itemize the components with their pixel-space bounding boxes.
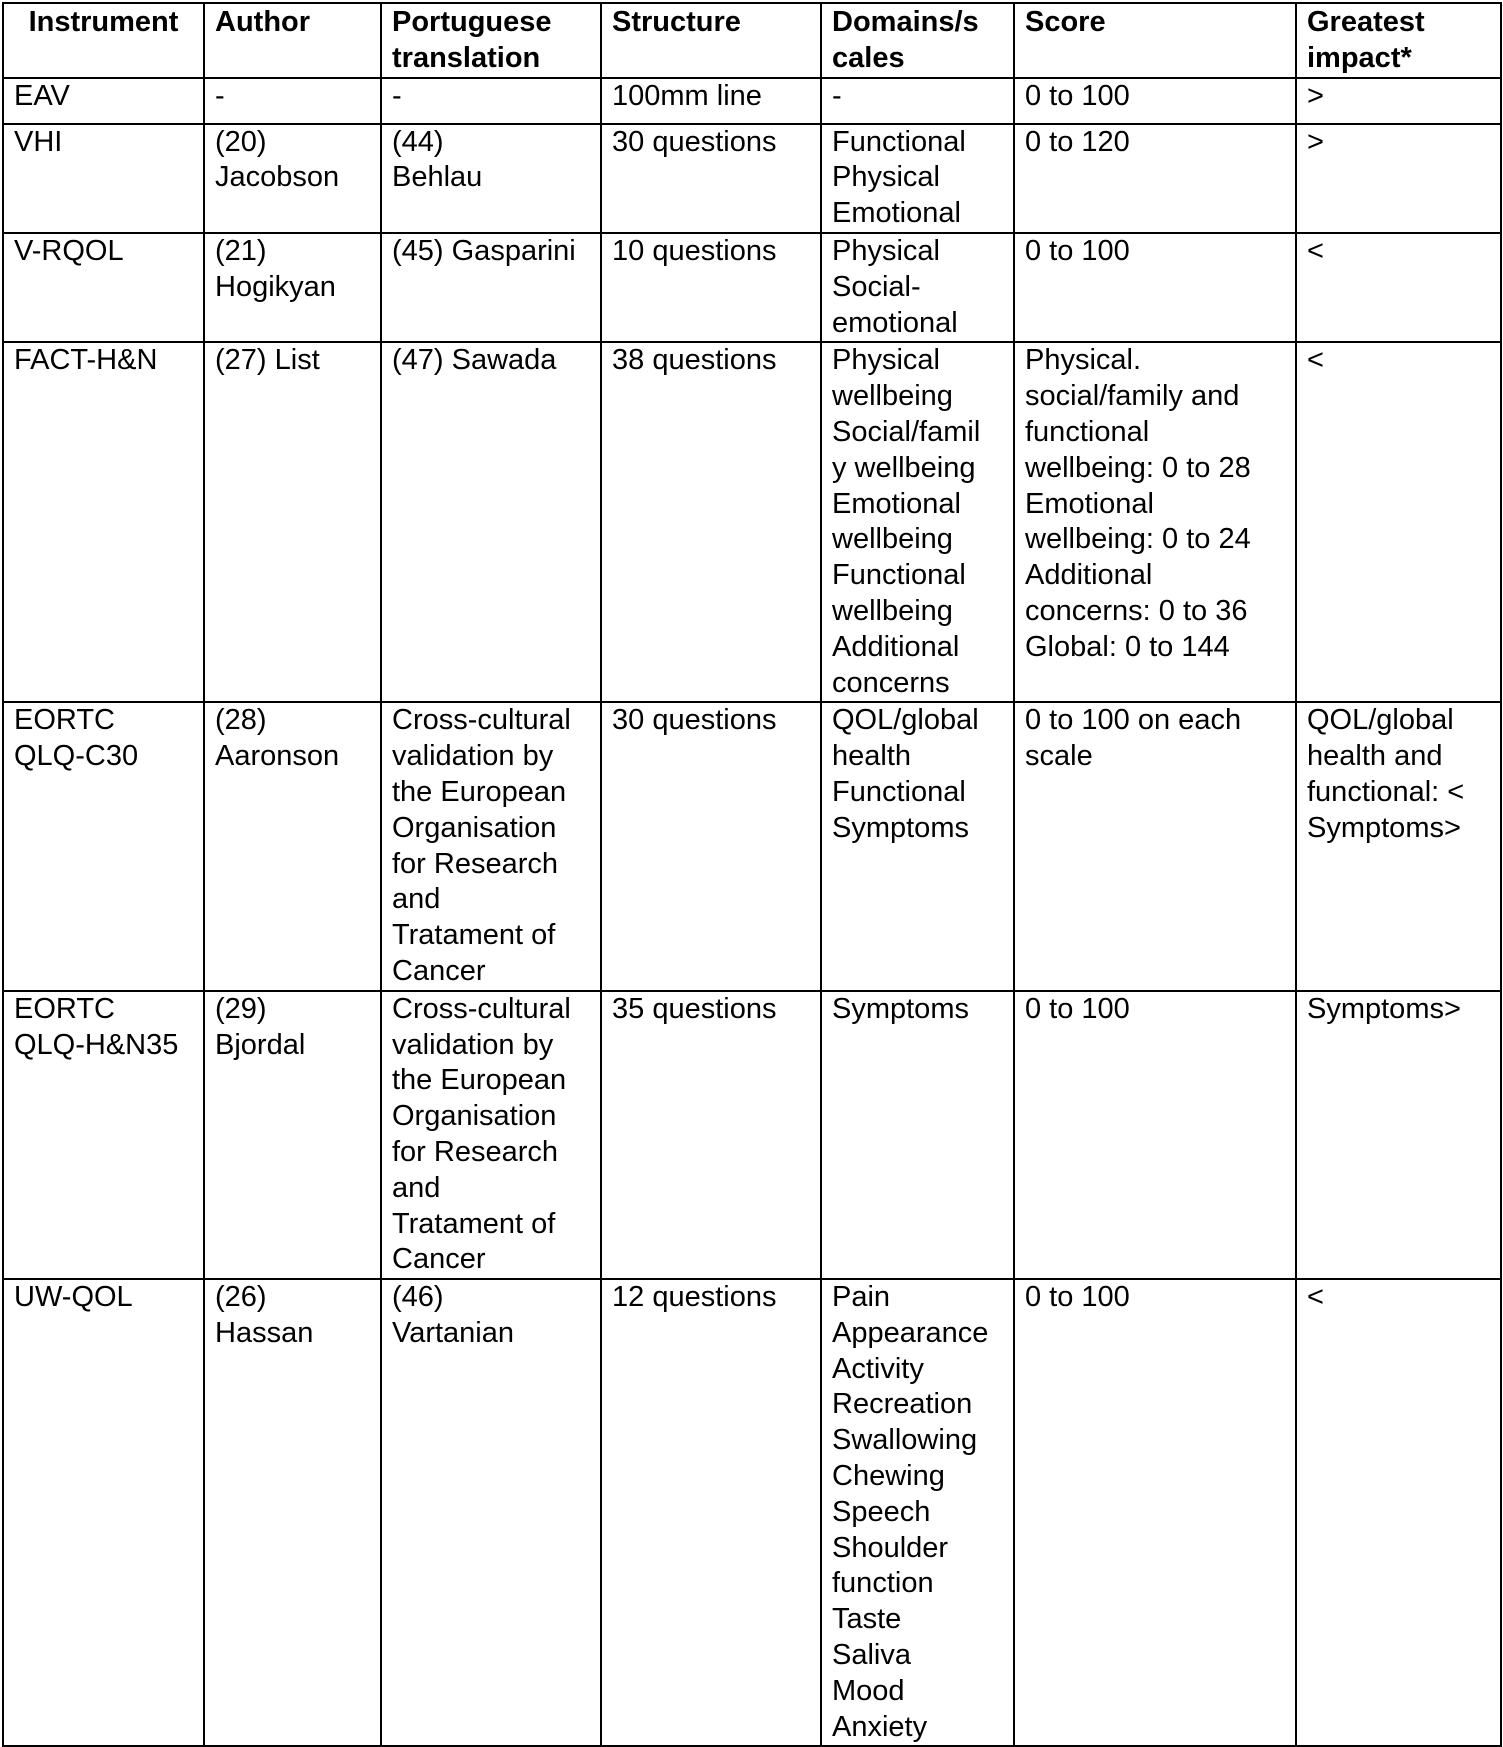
cell-structure xyxy=(601,78,821,124)
cell-line: EAV xyxy=(14,79,70,112)
cell-line: FACT-H&N xyxy=(14,344,158,377)
cell-line: Shoulder xyxy=(832,1531,949,1564)
cell-author xyxy=(204,342,381,702)
cell-line: (46) xyxy=(392,1281,444,1314)
cell-domains xyxy=(821,702,1014,990)
cell-line: 0 to 100 xyxy=(1025,992,1130,1025)
cell-line: Tratament of xyxy=(392,1207,556,1240)
cell-line: scale xyxy=(1025,740,1093,773)
cell-line: 30 questions xyxy=(612,704,777,737)
cell-line: (28) xyxy=(215,704,267,737)
cell-line: 30 questions xyxy=(612,125,777,158)
cell-line: Symptoms> xyxy=(1307,811,1461,844)
cell-line: Emotional xyxy=(1025,487,1154,520)
cell-line: y wellbeing xyxy=(832,451,976,484)
cell-line: concerns xyxy=(832,666,950,699)
cell-line: validation by xyxy=(392,740,554,773)
cell-line: EORTC xyxy=(14,992,115,1025)
cell-line: social/family and xyxy=(1025,380,1240,413)
cell-line: Cross-cultural xyxy=(392,704,571,737)
cell-line: Author xyxy=(215,6,311,38)
cell-line: health and xyxy=(1307,740,1443,773)
cell-domains xyxy=(821,233,1014,342)
cell-line: 0 to 100 xyxy=(1025,1281,1130,1314)
cell-line: cales xyxy=(832,41,905,74)
cell-line: Tratament of xyxy=(392,919,556,952)
cell-line: Functional xyxy=(832,775,966,808)
cell-score xyxy=(1014,342,1296,702)
cell-line: Jacobson xyxy=(215,161,340,194)
cell-impact xyxy=(1296,1279,1501,1746)
header-row xyxy=(3,3,1501,78)
cell-translation xyxy=(381,1279,601,1746)
cell-score xyxy=(1014,233,1296,342)
cell-line: (29) xyxy=(215,992,267,1025)
cell-impact xyxy=(1296,233,1501,342)
cell-line: Anxiety xyxy=(832,1710,928,1743)
cell-line: > xyxy=(1307,79,1324,112)
header-domains-scales xyxy=(821,3,1014,78)
cell-line: Structure xyxy=(612,6,741,38)
cell-line: function xyxy=(832,1567,934,1600)
cell-author xyxy=(204,991,381,1279)
cell-translation xyxy=(381,233,601,342)
cell-line: Greatest xyxy=(1307,6,1425,38)
cell-line: Global: 0 to 144 xyxy=(1025,630,1230,663)
cell-line: Physical xyxy=(832,344,940,377)
cell-translation xyxy=(381,342,601,702)
cell-author xyxy=(204,233,381,342)
cell-line: Appearance xyxy=(832,1316,989,1349)
cell-line: Domains/s xyxy=(832,6,979,38)
header-author xyxy=(204,3,381,78)
cell-line: 0 to 100 xyxy=(1025,79,1130,112)
cell-line: Vartanian xyxy=(392,1316,514,1349)
cell-line: and xyxy=(392,1171,441,1204)
cell-line: the European xyxy=(392,1064,567,1097)
header-structure xyxy=(601,3,821,78)
cell-line: EORTC xyxy=(14,704,115,737)
cell-impact xyxy=(1296,124,1501,233)
cell-line: 12 questions xyxy=(612,1281,777,1314)
cell-line: Score xyxy=(1025,6,1106,38)
table-row xyxy=(3,124,1501,233)
table-row xyxy=(3,342,1501,702)
cell-instrument xyxy=(3,78,204,124)
header-instrument xyxy=(3,3,204,78)
cell-line: Emotional xyxy=(832,487,961,520)
cell-line: QOL/global xyxy=(1307,704,1454,737)
cell-line: the European xyxy=(392,775,567,808)
cell-line: Hogikyan xyxy=(215,270,336,303)
cell-line: Mood xyxy=(832,1674,905,1707)
cell-line: QOL/global xyxy=(832,704,979,737)
cell-domains xyxy=(821,78,1014,124)
cell-instrument xyxy=(3,1279,204,1746)
cell-author xyxy=(204,124,381,233)
cell-impact xyxy=(1296,702,1501,990)
cell-author xyxy=(204,702,381,990)
cell-line: and xyxy=(392,883,441,916)
cell-line: < xyxy=(1307,1281,1324,1314)
header-portuguese-translation xyxy=(381,3,601,78)
table-row xyxy=(3,233,1501,342)
cell-line: 0 to 100 on each xyxy=(1025,704,1242,737)
cell-line: Additional xyxy=(1025,559,1153,592)
cell-line: Physical xyxy=(832,161,940,194)
cell-domains xyxy=(821,342,1014,702)
cell-line: for Research xyxy=(392,1135,559,1168)
cell-structure xyxy=(601,991,821,1279)
cell-line: Additional xyxy=(832,630,960,663)
cell-line: concerns: 0 to 36 xyxy=(1025,594,1248,627)
cell-impact xyxy=(1296,342,1501,702)
cell-line: wellbeing xyxy=(832,523,953,556)
cell-line: Organisation xyxy=(392,1100,557,1133)
cell-line: emotional xyxy=(832,306,958,339)
cell-line: Swallowing xyxy=(832,1424,978,1457)
cell-translation xyxy=(381,991,601,1279)
cell-translation xyxy=(381,78,601,124)
cell-line: Recreation xyxy=(832,1388,973,1421)
cell-score xyxy=(1014,124,1296,233)
cell-line: Portuguese xyxy=(392,6,552,38)
cell-line: < xyxy=(1307,234,1324,267)
header-greatest-impact xyxy=(1296,3,1501,78)
table-row xyxy=(3,1279,1501,1746)
cell-line: functional xyxy=(1025,415,1150,448)
cell-line: 0 to 100 xyxy=(1025,234,1130,267)
cell-domains xyxy=(821,1279,1014,1746)
cell-line: 38 questions xyxy=(612,344,777,377)
cell-score xyxy=(1014,991,1296,1279)
cell-line: Bjordal xyxy=(215,1028,306,1061)
cell-domains xyxy=(821,991,1014,1279)
cell-line: Cancer xyxy=(392,954,486,987)
cell-line: - xyxy=(392,79,402,112)
cell-line: Symptoms xyxy=(832,811,969,844)
cell-structure xyxy=(601,124,821,233)
table-container xyxy=(2,2,1502,1747)
cell-line: (20) xyxy=(215,125,267,158)
cell-line: Physical xyxy=(832,234,940,267)
cell-line: 35 questions xyxy=(612,992,777,1025)
cell-translation xyxy=(381,124,601,233)
cell-line: Saliva xyxy=(832,1639,911,1672)
cell-line: Functional xyxy=(832,559,966,592)
cell-line: Physical. xyxy=(1025,344,1142,377)
cell-line: Behlau xyxy=(392,161,483,194)
cell-line: Cancer xyxy=(392,1243,486,1276)
cell-line: < xyxy=(1307,344,1324,377)
cell-line: Symptoms xyxy=(832,992,969,1025)
cell-line: Hassan xyxy=(215,1316,314,1349)
cell-impact xyxy=(1296,991,1501,1279)
cell-line: QLQ-H&N35 xyxy=(14,1028,179,1061)
cell-line: (26) xyxy=(215,1281,267,1314)
cell-line: Activity xyxy=(832,1352,924,1385)
cell-line: wellbeing: 0 to 28 xyxy=(1025,451,1251,484)
cell-line: Speech xyxy=(832,1495,931,1528)
cell-line: QLQ-C30 xyxy=(14,740,139,773)
cell-line: Chewing xyxy=(832,1460,945,1493)
cell-line: Aaronson xyxy=(215,740,340,773)
cell-score xyxy=(1014,702,1296,990)
cell-line: Emotional xyxy=(832,197,961,230)
cell-instrument xyxy=(3,342,204,702)
cell-structure xyxy=(601,342,821,702)
cell-line: functional: < xyxy=(1307,775,1465,808)
cell-line: wellbeing xyxy=(832,594,953,627)
cell-line: Taste xyxy=(832,1603,902,1636)
cell-structure xyxy=(601,702,821,990)
cell-line: Organisation xyxy=(392,811,557,844)
cell-instrument xyxy=(3,991,204,1279)
cell-line: (45) Gasparini xyxy=(392,234,576,267)
cell-line: (47) Sawada xyxy=(392,344,557,377)
cell-line: validation by xyxy=(392,1028,554,1061)
cell-author xyxy=(204,78,381,124)
cell-line: (44) xyxy=(392,125,444,158)
cell-line: translation xyxy=(392,41,541,74)
cell-score xyxy=(1014,1279,1296,1746)
cell-line: wellbeing xyxy=(832,380,953,413)
cell-structure xyxy=(601,1279,821,1746)
cell-line: V-RQOL xyxy=(14,234,124,267)
cell-line: - xyxy=(832,79,842,112)
cell-score xyxy=(1014,78,1296,124)
cell-line: Pain xyxy=(832,1281,891,1314)
cell-line: Cross-cultural xyxy=(392,992,571,1025)
cell-line: health xyxy=(832,740,912,773)
cell-impact xyxy=(1296,78,1501,124)
cell-author xyxy=(204,1279,381,1746)
cell-instrument xyxy=(3,124,204,233)
cell-line: 0 to 120 xyxy=(1025,125,1130,158)
cell-line: for Research xyxy=(392,847,559,880)
cell-line: VHI xyxy=(14,125,63,158)
cell-line: - xyxy=(215,79,225,112)
cell-domains xyxy=(821,124,1014,233)
table-row xyxy=(3,991,1501,1279)
cell-line: Social- xyxy=(832,270,921,303)
cell-structure xyxy=(601,233,821,342)
cell-translation xyxy=(381,702,601,990)
cell-line: UW-QOL xyxy=(14,1281,133,1314)
cell-line: Instrument xyxy=(28,6,179,38)
table-row xyxy=(3,702,1501,990)
cell-line: (21) xyxy=(215,234,267,267)
cell-line: 100mm line xyxy=(612,79,762,112)
cell-line: 10 questions xyxy=(612,234,777,267)
cell-line: Functional xyxy=(832,125,966,158)
cell-line: > xyxy=(1307,125,1324,158)
cell-line: Social/famil xyxy=(832,415,981,448)
instrument-comparison-table xyxy=(2,2,1502,1747)
cell-instrument xyxy=(3,702,204,990)
header-score xyxy=(1014,3,1296,78)
cell-line: (27) List xyxy=(215,344,320,377)
cell-instrument xyxy=(3,233,204,342)
table-row xyxy=(3,78,1501,124)
cell-line: wellbeing: 0 to 24 xyxy=(1025,523,1251,556)
cell-line: impact* xyxy=(1307,41,1412,74)
cell-line: Symptoms> xyxy=(1307,992,1461,1025)
